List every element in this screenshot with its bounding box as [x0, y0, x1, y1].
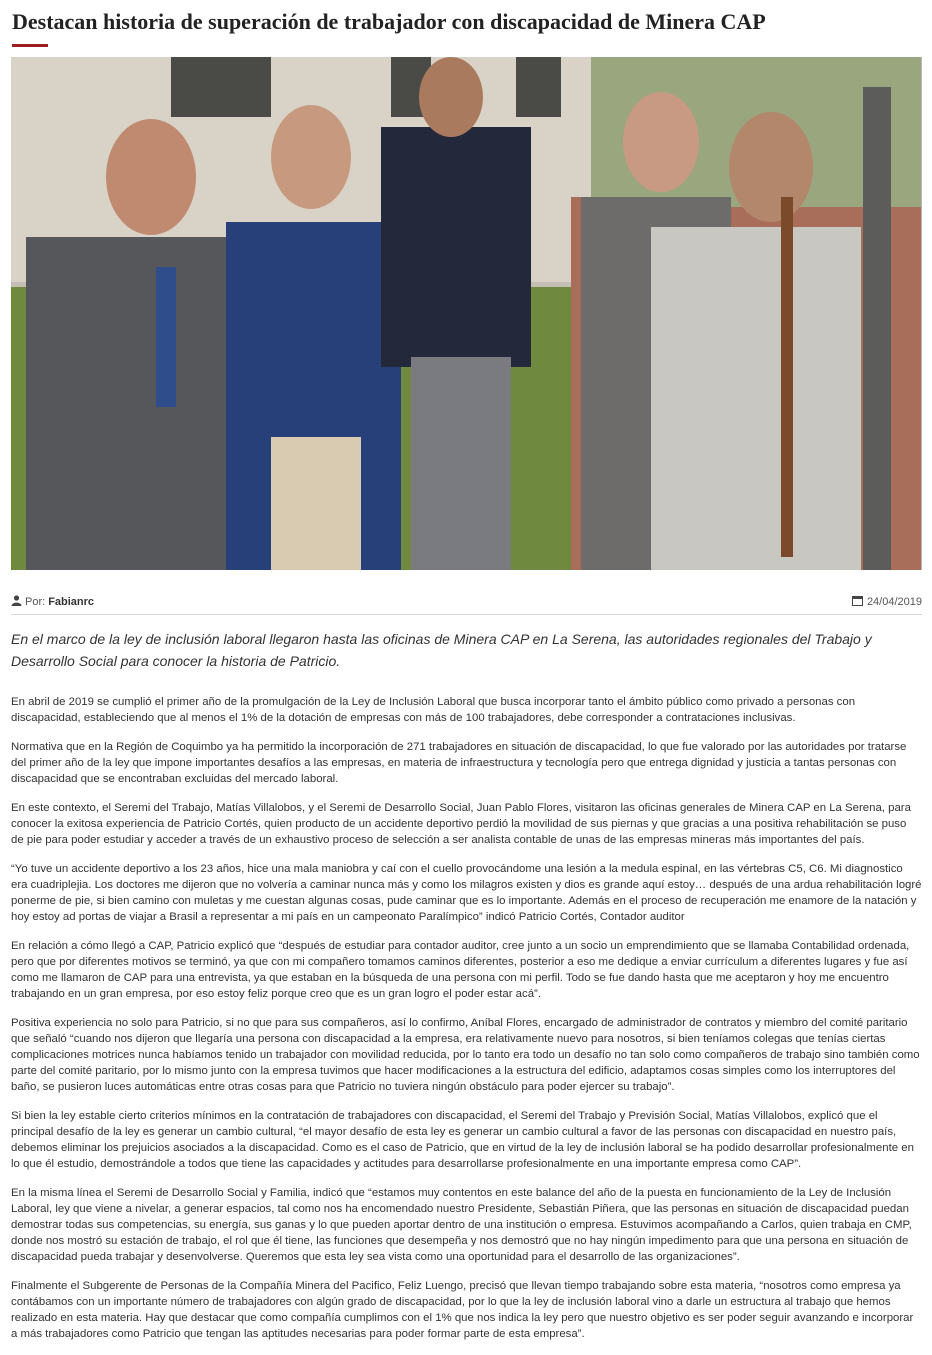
article-body — [11, 694, 922, 1355]
article-title: Destacan historia de superación de trabajador con discapacidad de Minera CAP — [12, 9, 766, 34]
body-paragraph: En relación a cómo llegó a CAP, Patricio explicó que “después de estudiar para contador auditor, cree junto a un socio un emprendimiento que se llamaba Contabilidad ordenada, pero que por diferentes motivos se terminó, ya que con mi compañero tomamos caminos diferentes, posterior a eso me dedique a enviar currículum a diferentes lugares y fue así como me llamaron de CAP para una entrevista, ya que estaban en la búsqueda de una persona con mi perfil. Todo se fue dando hasta que me aceptaron y hoy me encuentro trabajando en un gran empresa, por eso estoy feliz porque creo que es un gran logro el poder estar acá”. — [11, 940, 910, 1000]
body-paragraph: En este contexto, el Seremi del Trabajo, Matías Villalobos, y el Seremi de Desarrollo Social, Juan Pablo Flores, visitaron las oficinas generales de Minera CAP en La Serena, para conocer la exitosa experiencia de Patricio Cortés, quien producto de un accidente deportivo perdió la movilidad de sus piernas y que gracias a una positiva rehabilitación se puso de pie para poder estudiar y acceder a través de un exhaustivo proceso de selección a ser analista contable de unas de las empresas mineras más importantes del país. — [11, 802, 911, 846]
body-paragraph: Si bien la ley estable cierto criterios mínimos en la contratación de trabajadores con discapacidad, el Seremi del Trabajo y Previsión Social, Matías Villalobos, explicó que el principal desafío de la ley es generar un cambio cultural, “el mayor desafío de esta ley es generar un cambio cultural a favor de las personas con discapacidad en nuestro país, debemos eliminar los prejuicios asociados a la discapacidad. Como es el caso de Patricio, que en virtud de la ley de inclusión laboral se ha podido desarrollar profesionalmente en lo que él estudio, demostrándole a todos que tiene las capacidades y actitudes para desarrollarse profesionalmente en una importante empresa como CAP”. — [11, 1110, 914, 1170]
article-meta — [11, 592, 922, 612]
body-paragraph: En abril de 2019 se cumplió el primer año de la promulgación de la Ley de Inclusión Laboral que busca incorporar tanto el ámbito público como privado a personas con discapacidad, estableciendo que al menos el 1% de la dotación de empresas con más de 100 trabajadores, debe corresponder a contrataciones inclusivas. — [11, 696, 856, 724]
body-paragraph: Finalmente el Subgerente de Personas de la Compañía Minera del Pacifico, Feliz Luengo, precisó que llevan tiempo trabajando sobre esta materia, “nosotros como empresa ya contábamos con un importante número de trabajadores con algún grado de discapacidad, por lo que la ley de inclusión laboral vino a darle un estructura al trabajo que hemos realizado en esta materia. Hay que destacar que como compañía cumplimos con el 1% que nos indica la ley pero que nuestro objetivo es ser poder seguir avanzando e incorporar a más trabajadores como Patricio que tengan las aptitudes necesarias para poder formar parte de esta empresa”. — [11, 1280, 914, 1340]
author-info — [11, 595, 94, 609]
author-prefix: Por: — [25, 596, 46, 608]
body-paragraph: “Yo tuve un accidente deportivo a los 23 años, hice una mala maniobra y caí con el cuello provocándome una lesión a la medula espinal, en las vértebras C5, C6. Mi diagnostico era cuadriplejia. Los doctores me dijeron que no volvería a caminar nunca más y como los milagros existen y dios es grande aquí estoy… después de una ardua rehabilitación logré ponerme de pie, si bien camino con muletas y me cuestan algunas cosas, pude caminar que es lo importante. Además en el proceso de recuperación me enamore de la natación y hoy estoy ad portas de viajar a Brasil a representar a mi país en un campeonato Paralímpico” indicó Patricio Cortés, Contador auditor — [11, 863, 922, 923]
body-paragraph: Normativa que en la Región de Coquimbo ya ha permitido la incorporación de 271 trabajadores en situación de discapacidad, lo que fue valorado por las autoridades por tratarse del primer año de la ley que impone importantes desafíos a las empresas, en materia de infraestructura y tecnología pero que entrega dignidad y justicia a tantas personas con discapacidad que se encontraban excluidas del mercado laboral. — [11, 741, 907, 785]
author-name[interactable]: Fabianrc — [48, 596, 95, 608]
body-paragraph: Positiva experiencia no solo para Patricio, si no que para sus compañeros, así lo confirmo, Aníbal Flores, encargado de administrador de contratos y miembro del comité paritario que señaló “cuando nos dijeron que llegaría una persona con discapacidad a la empresa, era relativamente nuevo para nosotros, si bien teníamos colegas que tenías ciertas complicaciones motrices nunca habíamos tenido un trabajador con movilidad reducida, por lo tanto era todo un desafío no tan solo como compañeros de trabajo sino también como parte del comité paritario, por lo mismo junto con la empresa tuvimos que hacer modificaciones a la estructura del edificio, adaptamos cosas simples como los interruptores del baño, se pusieron luces automáticas entre otras cosas para que Patricio no tuviera ningún obstáculo para poder ejercer su trabajo”. — [11, 1017, 920, 1093]
user-icon — [11, 595, 22, 609]
calendar-icon — [852, 595, 863, 609]
body-paragraph: En la misma línea el Seremi de Desarrollo Social y Familia, indicó que “estamos muy contentos en este balance del año de la puesta en funcionamiento de la Ley de Inclusión Laboral, ley que viene a nivelar, a generar espacios, tal como nos ha encomendado nuestro Presidente, Sebastián Piñera, que las personas en situación de discapacidad puedan demostrar todas sus competencias, su energía, sus ganas y lo que pueden aportar dentro de una institución o empresa. Estuvimos acompañando a Carlos, quien trabaja en CMP, donde nos mostró su estación de trabajo, el rol que él tiene, las funciones que desempeña y nos demostró que no hay ningún impedimento para que una persona en situación de discapacidad pueda trabajar y desenvolverse. Queremos que esta ley sea vista como una oportunidad para el desarrollo de las organizaciones”. — [11, 1187, 912, 1263]
article-photo — [11, 57, 922, 570]
title-accent-rule — [12, 44, 48, 47]
meta-divider — [11, 614, 922, 615]
date-info — [852, 595, 922, 609]
article-date: 24/04/2019 — [866, 596, 922, 608]
article-lead: En el marco de la ley de inclusión laboral llegaron hasta las oficinas de Minera CAP en La Serena, las autoridades regionales del Trabajo y Desarrollo Social para conocer la historia de Patricio. — [11, 631, 872, 669]
